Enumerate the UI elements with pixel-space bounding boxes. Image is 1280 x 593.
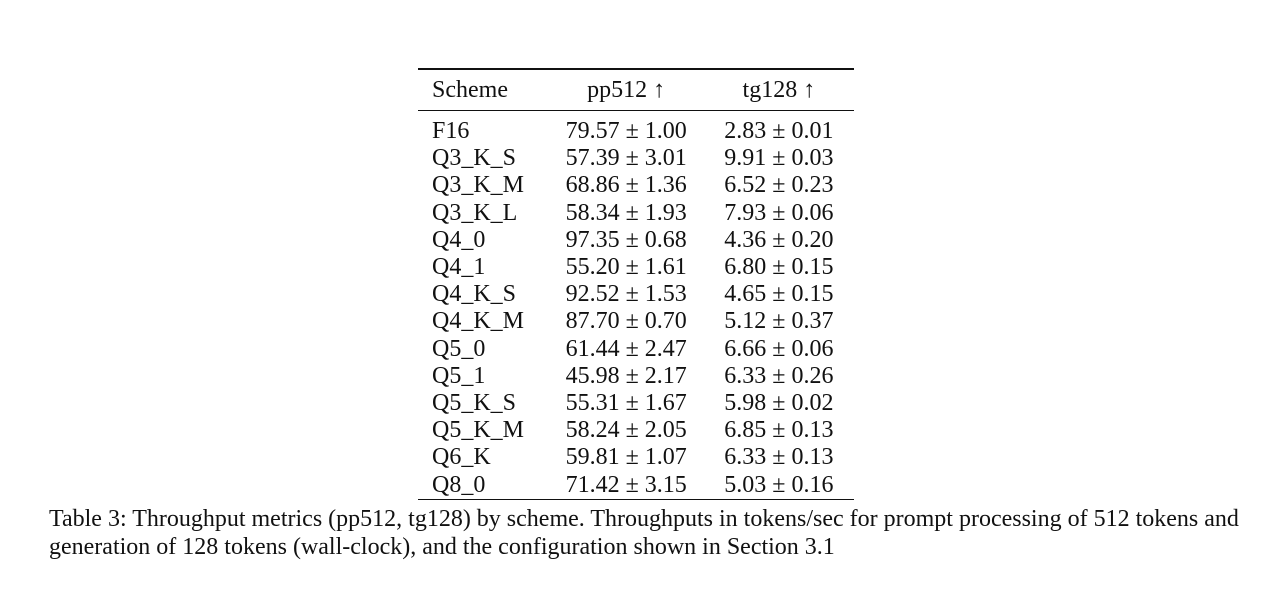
table-row — [418, 336, 854, 363]
cell-pp512: 55.20 ± 1.61 — [565, 254, 687, 281]
cell-tg128: 5.12 ± 0.37 — [724, 308, 834, 335]
cell-scheme: Q4_1 — [432, 254, 486, 281]
cell-tg128: 5.98 ± 0.02 — [724, 390, 834, 417]
table-caption: Table 3: Throughput metrics (pp512, tg128) by scheme. Throughputs in tokens/sec for prompt processing of 512 tokens and generation of 128 tokens (wall-clock), and the configuration shown in Section 3.1 — [49, 506, 1239, 560]
throughput-table — [418, 68, 854, 500]
cell-scheme: Q5_K_M — [432, 417, 525, 444]
cell-pp512: 79.57 ± 1.00 — [565, 118, 687, 144]
cell-pp512: 87.70 ± 0.70 — [565, 308, 687, 335]
cell-tg128: 5.03 ± 0.16 — [724, 471, 834, 498]
table-row — [418, 390, 854, 417]
cell-tg128: 6.80 ± 0.15 — [724, 254, 834, 281]
table-row — [418, 308, 854, 335]
cell-scheme: Q4_0 — [432, 226, 486, 253]
table-row — [418, 172, 854, 199]
table-row — [418, 444, 854, 471]
cell-tg128: 4.36 ± 0.20 — [724, 226, 834, 253]
cell-tg128: 7.93 ± 0.06 — [724, 199, 834, 226]
cell-scheme: Q5_K_S — [432, 390, 517, 417]
cell-pp512: 45.98 ± 2.17 — [565, 362, 687, 389]
cell-scheme: Q4_K_S — [432, 281, 517, 308]
header-pp512: pp512 ↑ — [587, 76, 666, 103]
cell-scheme: Q3_K_S — [432, 145, 517, 172]
cell-tg128: 6.66 ± 0.06 — [724, 335, 834, 362]
cell-scheme: Q6_K — [432, 444, 491, 471]
cell-tg128: 6.33 ± 0.13 — [724, 444, 834, 471]
header-scheme: Scheme — [432, 76, 508, 103]
cell-scheme: Q8_0 — [432, 471, 486, 498]
table-body — [418, 111, 854, 500]
cell-pp512: 55.31 ± 1.67 — [565, 390, 687, 417]
cell-scheme: Q3_K_L — [432, 199, 518, 226]
table-row — [418, 111, 854, 146]
cell-tg128: 6.85 ± 0.13 — [724, 417, 834, 444]
cell-pp512: 57.39 ± 3.01 — [565, 145, 687, 172]
cell-pp512: 71.42 ± 3.15 — [565, 471, 687, 498]
cell-scheme: Q4_K_M — [432, 308, 525, 335]
cell-scheme: Q3_K_M — [432, 172, 525, 199]
table-row — [418, 145, 854, 172]
cell-pp512: 58.34 ± 1.93 — [565, 199, 687, 226]
cell-tg128: 9.91 ± 0.03 — [724, 145, 834, 172]
cell-scheme: Q5_0 — [432, 335, 486, 362]
cell-pp512: 59.81 ± 1.07 — [565, 444, 687, 471]
table-row — [418, 281, 854, 308]
cell-scheme: F16 — [432, 118, 470, 144]
table-row — [418, 254, 854, 281]
cell-scheme: Q5_1 — [432, 362, 486, 389]
cell-pp512: 61.44 ± 2.47 — [565, 335, 687, 362]
cell-pp512: 97.35 ± 0.68 — [565, 226, 687, 253]
table-row — [418, 200, 854, 227]
cell-pp512: 58.24 ± 2.05 — [565, 417, 687, 444]
table-row — [418, 227, 854, 254]
cell-tg128: 2.83 ± 0.01 — [724, 118, 834, 144]
table-row — [418, 363, 854, 390]
results-table-container — [418, 68, 854, 500]
header-row — [418, 69, 854, 111]
table-header — [418, 69, 854, 111]
cell-pp512: 68.86 ± 1.36 — [565, 172, 687, 199]
table-row — [418, 472, 854, 500]
cell-tg128: 6.52 ± 0.23 — [724, 172, 834, 199]
header-tg128: tg128 ↑ — [742, 76, 816, 103]
cell-tg128: 6.33 ± 0.26 — [724, 362, 834, 389]
cell-tg128: 4.65 ± 0.15 — [724, 281, 834, 308]
table-row — [418, 417, 854, 444]
cell-pp512: 92.52 ± 1.53 — [565, 281, 687, 308]
